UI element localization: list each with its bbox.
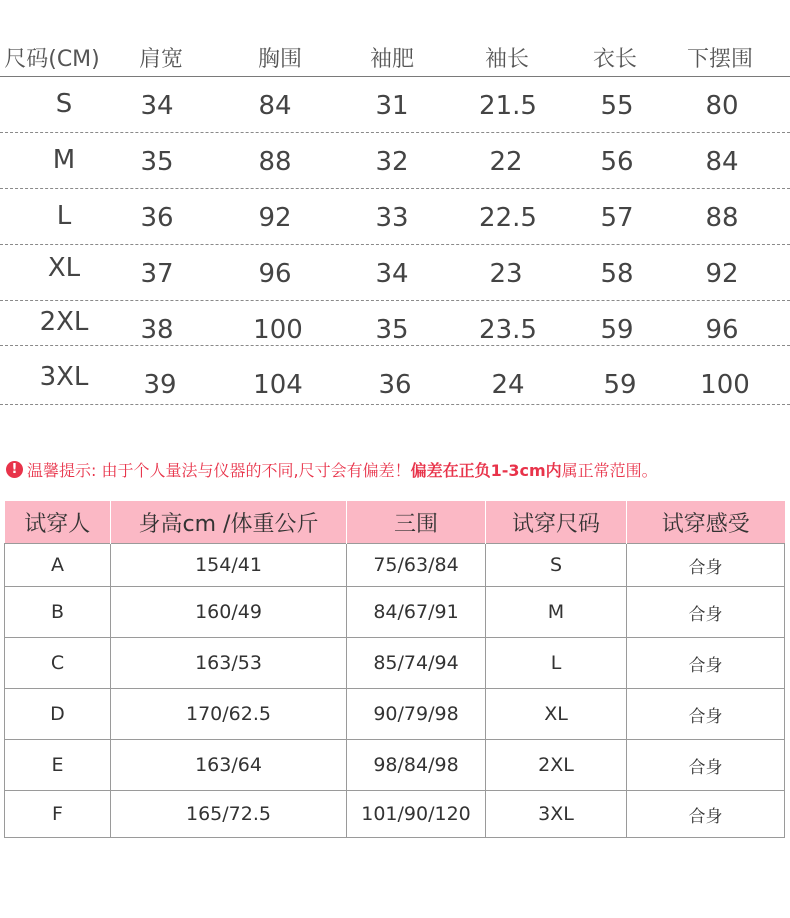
chest-value: 88 (258, 147, 292, 177)
height-weight-cell: 160/49 (111, 587, 347, 638)
header-size: 尺码(CM) (4, 47, 100, 72)
size-label: M (52, 145, 76, 175)
header-hem: 下摆围 (686, 47, 754, 72)
tried-size-cell: XL (486, 689, 627, 740)
fit-feeling-cell: 合身 (627, 791, 785, 838)
chest-value: 104 (253, 370, 303, 400)
size-row (0, 245, 790, 301)
measurements-cell: 98/84/98 (347, 740, 486, 791)
fitting-table (4, 501, 785, 838)
table-row (5, 689, 785, 740)
fit-feeling-cell: 合身 (627, 544, 785, 587)
shoulder-value: 37 (140, 259, 174, 289)
header-tester: 试穿人 (5, 501, 111, 544)
sleeve-width-value: 31 (375, 91, 409, 121)
fit-feeling-cell: 合身 (627, 638, 785, 689)
fitting-header-row (5, 501, 785, 544)
size-label: S (55, 89, 73, 119)
header-measurements: 三围 (347, 501, 486, 544)
body-length-value: 57 (600, 203, 634, 233)
header-sleeve-width: 袖肥 (369, 47, 415, 72)
height-weight-cell: 170/62.5 (111, 689, 347, 740)
measurement-tip (6, 458, 658, 481)
table-row (5, 638, 785, 689)
header-shoulder: 肩宽 (138, 47, 184, 72)
hem-value: 100 (700, 370, 750, 400)
tried-size-cell: 3XL (486, 791, 627, 838)
table-row (5, 587, 785, 638)
tip-emphasis: 偏差在正负1-3cm内 (410, 461, 562, 480)
chest-value: 84 (258, 91, 292, 121)
size-row (0, 346, 790, 405)
size-label: L (56, 201, 72, 231)
size-row (0, 133, 790, 189)
hem-value: 84 (705, 147, 739, 177)
sleeve-length-value: 23 (489, 259, 523, 289)
tried-size-cell: L (486, 638, 627, 689)
tried-size-cell: S (486, 544, 627, 587)
height-weight-cell: 165/72.5 (111, 791, 347, 838)
size-chart-header (0, 36, 790, 77)
hem-value: 96 (705, 315, 739, 345)
size-label: 2XL (39, 307, 89, 337)
header-fit-feeling: 试穿感受 (627, 501, 785, 544)
tried-size-cell: M (486, 587, 627, 638)
tip-text: 温馨提示: 由于个人量法与仪器的不同,尺寸会有偏差！ (27, 461, 411, 480)
hem-value: 88 (705, 203, 739, 233)
sleeve-length-value: 23.5 (479, 315, 537, 345)
sleeve-length-value: 24 (491, 370, 525, 400)
shoulder-value: 36 (140, 203, 174, 233)
size-label: XL (47, 253, 81, 283)
tried-size-cell: 2XL (486, 740, 627, 791)
body-length-value: 55 (600, 91, 634, 121)
measurements-cell: 85/74/94 (347, 638, 486, 689)
chest-value: 100 (253, 315, 303, 345)
tester-cell: A (5, 544, 111, 587)
hem-value: 80 (705, 91, 739, 121)
fit-feeling-cell: 合身 (627, 587, 785, 638)
size-row (0, 301, 790, 346)
height-weight-cell: 163/64 (111, 740, 347, 791)
header-body-length: 衣长 (592, 47, 638, 72)
body-length-value: 56 (600, 147, 634, 177)
sleeve-length-value: 22 (489, 147, 523, 177)
sleeve-width-value: 34 (375, 259, 409, 289)
table-row (5, 740, 785, 791)
tester-cell: E (5, 740, 111, 791)
sleeve-length-value: 22.5 (479, 203, 537, 233)
shoulder-value: 39 (143, 370, 177, 400)
exclamation-icon: ! (6, 461, 23, 478)
tester-cell: B (5, 587, 111, 638)
chest-value: 92 (258, 203, 292, 233)
sleeve-width-value: 36 (378, 370, 412, 400)
fit-feeling-cell: 合身 (627, 689, 785, 740)
tip-suffix: 属正常范围。 (561, 461, 658, 480)
size-row (0, 189, 790, 245)
header-height-weight: 身高cm /体重公斤 (111, 501, 347, 544)
tester-cell: C (5, 638, 111, 689)
shoulder-value: 35 (140, 147, 174, 177)
header-chest: 胸围 (257, 47, 303, 72)
body-length-value: 58 (600, 259, 634, 289)
sleeve-length-value: 21.5 (479, 91, 537, 121)
header-sleeve-length: 袖长 (484, 47, 530, 72)
size-chart (0, 36, 790, 405)
tester-cell: D (5, 689, 111, 740)
height-weight-cell: 163/53 (111, 638, 347, 689)
shoulder-value: 34 (140, 91, 174, 121)
measurements-cell: 84/67/91 (347, 587, 486, 638)
tester-cell: F (5, 791, 111, 838)
hem-value: 92 (705, 259, 739, 289)
header-tried-size: 试穿尺码 (486, 501, 627, 544)
size-label: 3XL (39, 362, 89, 392)
sleeve-width-value: 32 (375, 147, 409, 177)
measurements-cell: 101/90/120 (347, 791, 486, 838)
height-weight-cell: 154/41 (111, 544, 347, 587)
sleeve-width-value: 35 (375, 315, 409, 345)
chest-value: 96 (258, 259, 292, 289)
table-row (5, 791, 785, 838)
measurements-cell: 90/79/98 (347, 689, 486, 740)
sleeve-width-value: 33 (375, 203, 409, 233)
measurements-cell: 75/63/84 (347, 544, 486, 587)
shoulder-value: 38 (140, 315, 174, 345)
table-row (5, 544, 785, 587)
body-length-value: 59 (600, 315, 634, 345)
size-row (0, 77, 790, 133)
fit-feeling-cell: 合身 (627, 740, 785, 791)
body-length-value: 59 (603, 370, 637, 400)
